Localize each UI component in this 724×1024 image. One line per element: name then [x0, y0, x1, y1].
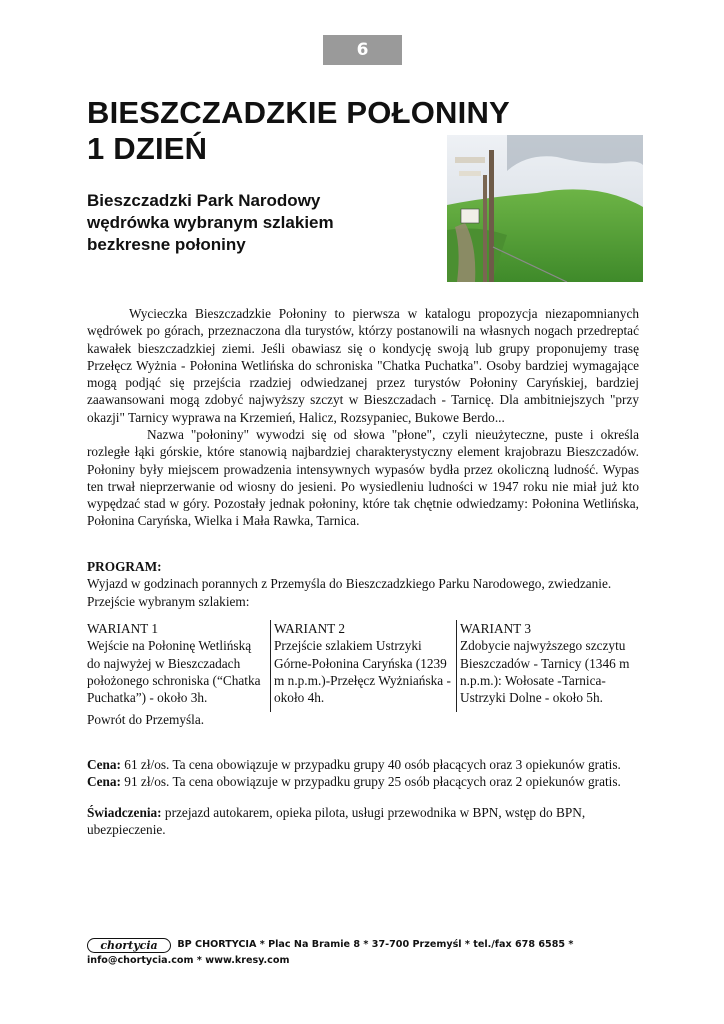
variant-3	[456, 620, 639, 712]
subtitle	[87, 190, 334, 256]
title-line-2: 1 DZIEŃ	[87, 131, 208, 166]
variant-label: WARIANT 2	[274, 621, 346, 636]
variant-description: Przejście szlakiem Ustrzyki Górne-Połonina Caryńska (1239 m n.p.m.)-Przełęcz Wyżniańska - około 4h.	[274, 638, 451, 706]
page-number: 6	[323, 35, 402, 65]
subtitle-line-3: bezkresne połoniny	[87, 235, 246, 254]
variants-table	[87, 620, 639, 712]
variant-label: WARIANT 1	[87, 621, 159, 636]
variant-1	[87, 620, 270, 712]
price-label: Cena:	[87, 757, 121, 772]
chortycia-logo: chortycia	[87, 938, 171, 953]
footer-contact-text: BP CHORTYCIA * Plac Na Bramie 8 * 37-700 Przemyśl * tel./fax 678 6585 * info@chortycia.com * www.kresy.com	[87, 939, 574, 966]
price-line	[87, 756, 639, 773]
intro-paragraph-2: Nazwa "połoniny" wywodzi się od słowa "płone", czyli nieużyteczne, puste i określa rozległe łąki górskie, które stanowią najbardziej charakterystyczny element krajobrazu Bieszczadów. Połoniny były miejscem prowadzenia intensywnych wypasów bydła przez okoliczną ludność. Wypas ten trwał nieprzerwanie od wiosny do jesieni. Po wysiedleniu ludności w 1947 roku nie miał już kto wypędzać stad w góry. Pozostały jednak połoniny, które tak chętnie odwiedzamy: Połonina Wetlińska, Połonina Caryńska, Wielka i Mała Rawka, Tarnica.	[87, 427, 639, 529]
subtitle-line-1: Bieszczadzki Park Narodowy	[87, 191, 321, 210]
mountain-trail-photo	[447, 135, 643, 282]
services-section	[87, 804, 639, 839]
title-line-1: BIESZCZADZKIE POŁONINY	[87, 95, 510, 130]
program-heading: PROGRAM:	[87, 559, 162, 574]
price-text: 61 zł/os. Ta cena obowiązuje w przypadku grupy 40 osób płacących oraz 3 opiekunów gratis.	[120, 757, 621, 772]
prices-section	[87, 756, 639, 791]
variant-label: WARIANT 3	[460, 621, 532, 636]
variant-description: Wejście na Połoninę Wetlińską do najwyżej w Bieszczadach położonego schroniska (“Chatka Puchatka”) - około 3h.	[87, 638, 261, 706]
services-label: Świadczenia:	[87, 805, 162, 820]
intro-paragraph-1: Wycieczka Bieszczadzkie Połoniny to pierwsza w katalogu propozycja niezapomnianych wędrówek po górach, przeznaczona dla turystów, którzy postanowili na własnych nogach przedreptać kawałek bieszczadzkiej ziemi. Jeśli obawiasz się o kondycję swoją lub grupy proponujemy trasę Przełęcz Wyżnia - Połonina Wetlińska do schroniska "Chatka Puchatka". Osoby bardziej wymagające mogą podjąć się przejścia rzadziej odwiedzanej przez turystów Połoniny Caryńskiej, bardziej zaawansowani mogą zdobyć najwyższy szczyt w Bieszczadach - Tarnicę. Dla ambitniejszych "przy okazji" Tarnicy wyprawa na Krzemień, Halicz, Rozsypaniec, Bukowe Berdo...	[87, 306, 639, 425]
program-line-2: Przejście wybranym szlakiem:	[87, 593, 250, 609]
services-text: przejazd autokarem, opieka pilota, usługi przewodnika w BPN, wstęp do BPN, ubezpieczenie.	[87, 805, 586, 838]
return-text: Powrót do Przemyśla.	[87, 712, 205, 727]
subtitle-line-2: wędrówka wybranym szlakiem	[87, 213, 334, 232]
price-label: Cena:	[87, 774, 121, 790]
price-line	[87, 773, 639, 790]
variant-description: Zdobycie najwyższego szczytu Bieszczadów - Tarnicy (1346 m n.p.m.): Wołosate -Tarnica-Ustrzyki Dolne - około 5h.	[460, 638, 630, 706]
price-text: 91 zł/os. Ta cena obowiązuje w przypadku grupy 25 osób płacących oraz 2 opiekunów gratis.	[120, 774, 621, 790]
program-line-1: Wyjazd w godzinach porannych z Przemyśla do Bieszczadzkiego Parku Narodowego, zwiedzanie.	[87, 576, 612, 592]
variant-2	[270, 620, 456, 712]
footer	[87, 937, 647, 969]
program-section	[87, 558, 639, 610]
